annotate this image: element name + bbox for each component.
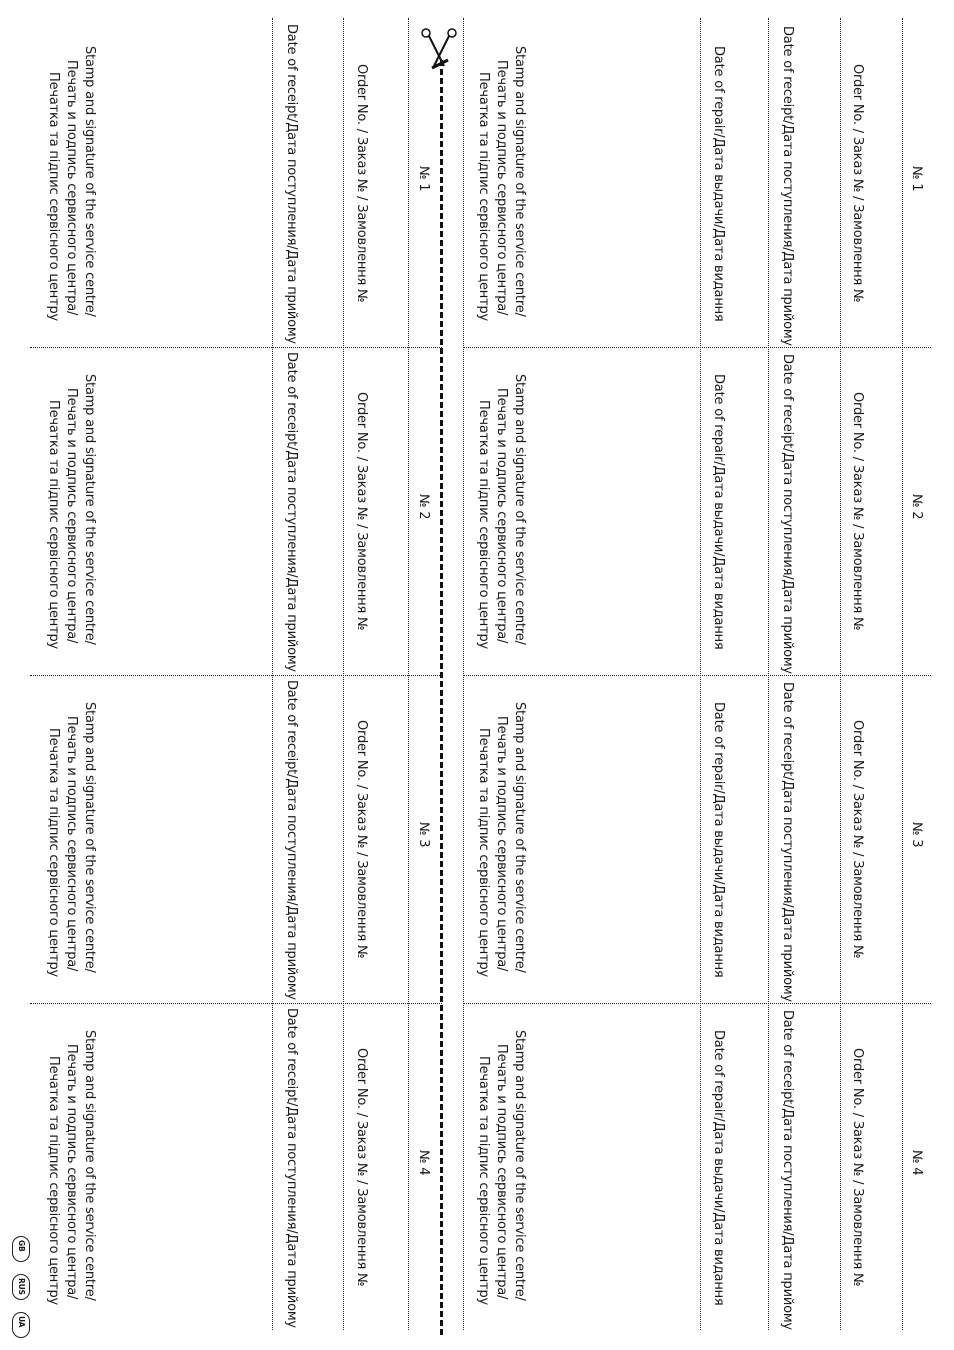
language-badge-ua: UA [12,1312,30,1338]
date-of-repair-label: Date of repair/Дата выдачи/Дата видання [711,702,726,978]
separator-line [902,18,903,1330]
coupon-separator [463,1003,931,1004]
stub-date-of-receipt-label: Date of receipt/Дата поступления/Дата прийому [284,352,299,672]
stub-number: № 2 [416,494,431,520]
stub-stamp-signature-label: Stamp and signature of the service centre/ Печать и подпись сервисного центра/ Печатка та підпис сервісного центру [46,1030,97,1305]
coupon-number: № 1 [909,166,924,192]
cut-line [440,60,443,1335]
coupon-separator [30,1003,442,1004]
coupon-number: № 3 [909,822,924,848]
separator-line [700,18,701,1330]
stub-date-of-receipt-label: Date of receipt/Дата поступления/Дата прийому [284,24,299,344]
stub-order-number-label: Order No. / Заказ № / Замовлення № [354,720,369,959]
stamp-signature-label: Stamp and signature of the service centre/ Печать и подпись сервисного центра/ Печатка та підпис сервісного центру [476,1030,527,1305]
language-badge-rus: RUS [12,1274,30,1300]
stamp-signature-label: Stamp and signature of the service centre/ Печать и подпись сервисного центра/ Печатка та підпис сервісного центру [476,702,527,977]
stub-stamp-signature-label: Stamp and signature of the service centre/ Печать и подпись сервисного центра/ Печатка та підпис сервісного центру [46,46,97,321]
separator-line [408,18,409,1330]
stamp-signature-label: Stamp and signature of the service centre/ Печать и подпись сервисного центра/ Печатка та підпис сервісного центру [476,46,527,321]
date-of-repair-label: Date of repair/Дата выдачи/Дата видання [711,46,726,322]
order-number-label: Order No. / Заказ № / Замовлення № [850,720,865,959]
coupon-separator [30,675,442,676]
separator-line [272,18,273,1330]
stub-order-number-label: Order No. / Заказ № / Замовлення № [354,1048,369,1287]
date-of-repair-label: Date of repair/Дата выдачи/Дата видання [711,374,726,650]
coupon-number: № 4 [909,1150,924,1176]
separator-line [768,18,769,1330]
stub-stamp-signature-label: Stamp and signature of the service centre/ Печать и подпись сервисного центра/ Печатка та підпис сервісного центру [46,374,97,649]
order-number-label: Order No. / Заказ № / Замовлення № [850,64,865,303]
stamp-signature-label: Stamp and signature of the service centre/ Печать и подпись сервисного центра/ Печатка та підпис сервісного центру [476,374,527,649]
separator-line [463,18,464,1330]
coupon-number: № 2 [909,494,924,520]
stub-number: № 3 [416,822,431,848]
order-number-label: Order No. / Заказ № / Замовлення № [850,392,865,631]
date-of-receipt-label: Date of receipt/Дата поступления/Дата прийому [780,682,795,1002]
language-badge-gb: GB [12,1236,30,1262]
date-of-receipt-label: Date of receipt/Дата поступления/Дата прийому [780,1010,795,1330]
stub-date-of-receipt-label: Date of receipt/Дата поступления/Дата прийому [284,680,299,1000]
date-of-repair-label: Date of repair/Дата выдачи/Дата видання [711,1030,726,1306]
stub-number: № 4 [416,1150,431,1176]
stub-number: № 1 [416,166,431,192]
coupon-separator [30,347,442,348]
date-of-receipt-label: Date of receipt/Дата поступления/Дата прийому [780,26,795,346]
stub-stamp-signature-label: Stamp and signature of the service centre/ Печать и подпись сервисного центра/ Печатка та підпис сервісного центру [46,702,97,977]
order-number-label: Order No. / Заказ № / Замовлення № [850,1048,865,1287]
separator-line [840,18,841,1330]
stub-date-of-receipt-label: Date of receipt/Дата поступления/Дата прийому [284,1008,299,1328]
coupon-separator [463,675,931,676]
stub-order-number-label: Order No. / Заказ № / Замовлення № [354,392,369,631]
scissors-icon [418,24,460,76]
separator-line [343,18,344,1330]
coupon-separator [463,347,931,348]
stub-order-number-label: Order No. / Заказ № / Замовлення № [354,64,369,303]
date-of-receipt-label: Date of receipt/Дата поступления/Дата прийому [780,354,795,674]
